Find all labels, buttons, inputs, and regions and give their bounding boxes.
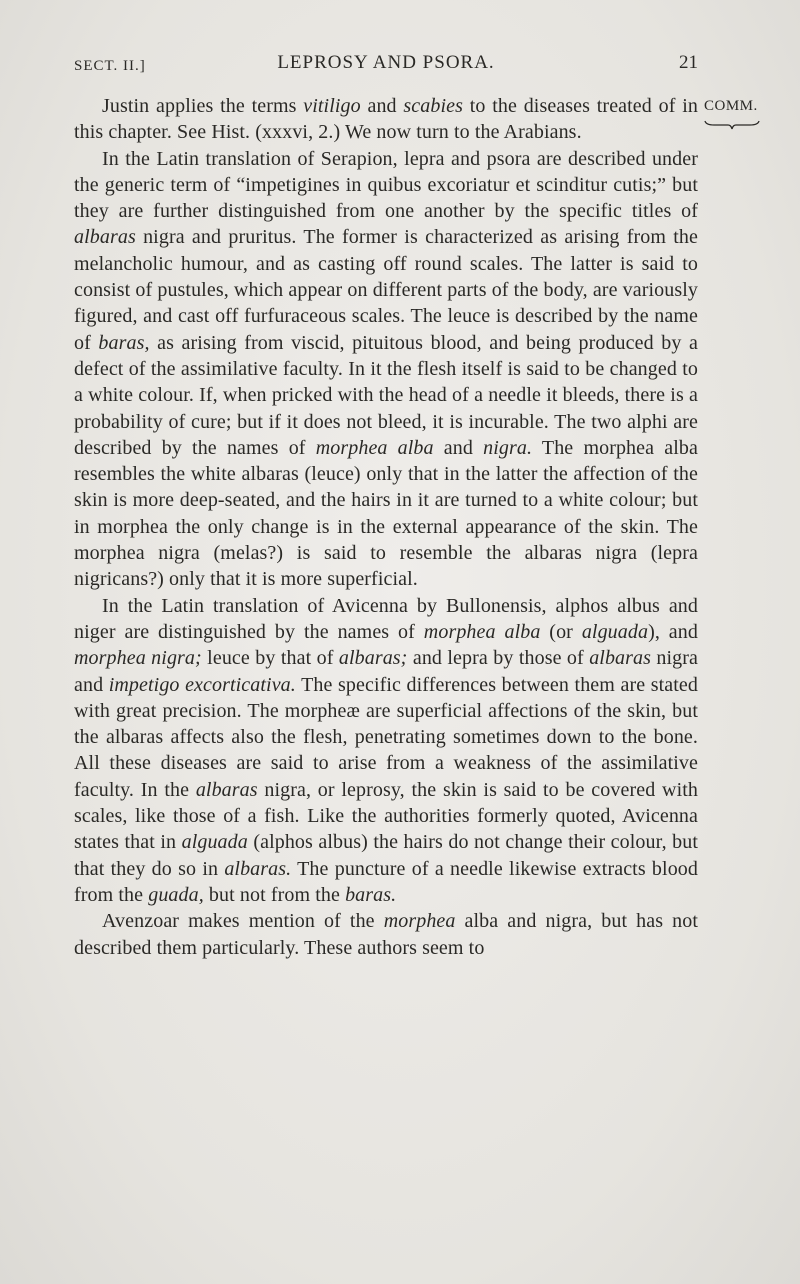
text-run: The morphea alba resembles the white albaras (leuce) only that in the latter the affection of the skin is more deep-seated, and the hairs in it are turned to a white colour; but in morphea the only change is in the external appearance of the skin. The morphea nigra (melas?) is said to resemble the albaras nigra (lepra nigricans?) only that it is more superficial.	[74, 436, 698, 591]
body-text	[74, 93, 698, 961]
italic-term: vitiligo	[303, 95, 361, 117]
paragraph-3	[74, 593, 698, 909]
italic-term: albaras	[74, 226, 136, 249]
italic-term: nigra.	[483, 436, 533, 459]
text-run: ), and	[648, 620, 698, 643]
text-run: Justin applies the terms	[102, 95, 304, 117]
text-run: The specific differences between them are stated with great precision. The morpheæ are superficial affections of the skin, but the albaras affects also the flesh, penetrating sometimes down to the bone. All these diseases are said to arise from a weakness of the assimilative faculty. In the	[74, 673, 698, 801]
page-number: 21	[679, 52, 698, 73]
text-run: leuce by that of	[201, 647, 339, 670]
paragraph-2	[74, 146, 698, 593]
text-run: to the diseases treated of in this chapter. See Hist. (xxxvi, 2.) We now turn to the Arabians.	[74, 95, 698, 144]
italic-term: morphea alba	[423, 620, 541, 643]
text-run: (or	[540, 620, 582, 643]
text-run: (alphos albus) the hairs do not change their colour, but that they do so in	[74, 831, 699, 880]
text-run: but not from the	[203, 883, 346, 906]
text-run: In the Latin translation of Serapion, lepra and psora are described under the generic term of “impetigines in quibus excoriatur et scinditur cutis;” but they are further distinguished from one another by the specific titles of	[74, 147, 698, 223]
italic-term: scabies	[403, 95, 463, 117]
text-run: and	[360, 95, 404, 117]
text-run: and	[433, 436, 484, 459]
italic-term: albaras.	[224, 857, 292, 880]
italic-term: guada,	[148, 883, 204, 906]
italic-term: albaras;	[338, 647, 408, 670]
italic-term: morphea alba	[315, 436, 434, 459]
running-header	[74, 50, 698, 80]
brace-icon	[704, 119, 760, 131]
italic-term: morphea nigra;	[74, 647, 202, 670]
italic-term: alguada	[581, 620, 649, 643]
text-run: as arising from viscid, pituitous blood, and being produced by a defect of the assimilative faculty. In it the flesh itself is said to be changed to a white colour. If, when pricked with the head of a needle it bleeds, there is a probability of cure; but if it does not bleed, it is incurable. The two alphi are described by the names of	[74, 331, 698, 459]
italic-term: albaras	[589, 647, 652, 670]
text-run: and lepra by those of	[407, 647, 590, 670]
section-label: SECT. II.]	[74, 58, 146, 74]
running-title: LEPROSY AND PSORA.	[277, 52, 495, 73]
text-run: nigra and pruritus. The former is characterized as arising from the melancholic humour, and as casting off round scales. The latter is said to consist of pustules, which appear on different parts of the body, are variously figured, and cast off furfuraceous scales. The leuce is described by the name of	[74, 226, 698, 354]
text-run: alba and nigra, but has not described them particularly. These authors seem to	[74, 910, 698, 959]
italic-term: impetigo excorticativa.	[108, 673, 296, 696]
italic-term: baras.	[345, 883, 397, 906]
italic-term: alguada	[181, 831, 248, 854]
italic-term: baras,	[98, 331, 150, 354]
text-run: In the Latin translation of Avicenna by Bullonensis, alphos albus and niger are distinguished by the names of	[74, 594, 698, 643]
paragraph-4	[74, 908, 698, 961]
italic-term: morphea	[383, 910, 456, 933]
text-run: Avenzoar makes mention of the	[102, 910, 384, 933]
margin-note: COMM.	[704, 98, 758, 114]
text-run: nigra and	[74, 647, 698, 696]
text-run: nigra, or leprosy, the skin is said to be covered with scales, like those of a fish. Like the authorities formerly quoted, Avicenna states that in	[74, 778, 698, 854]
paragraph-1	[74, 93, 698, 146]
italic-term: albaras	[195, 778, 258, 801]
text-run: The puncture of a needle likewise extracts blood from the	[74, 857, 698, 906]
